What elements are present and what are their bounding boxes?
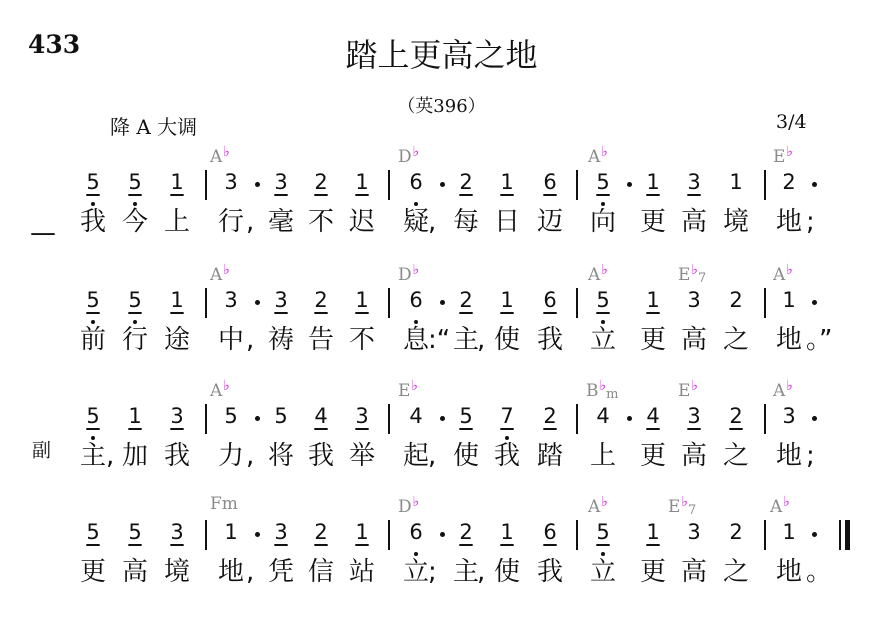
lyric-char: 主	[452, 325, 479, 355]
jianpu-note: 1	[500, 170, 514, 194]
chord-symbol	[210, 378, 230, 401]
lyric-char: 地	[775, 441, 802, 471]
augmentation-dot	[440, 416, 445, 421]
bar-line	[205, 404, 207, 434]
jianpu-note: 3	[170, 520, 184, 544]
flat-accidental: ♭	[601, 494, 608, 510]
jianpu-note: 7	[495, 402, 519, 430]
lyric-char: 上	[589, 441, 616, 471]
chord-root: A	[210, 265, 223, 285]
lyric-char: 途	[163, 325, 190, 355]
lyric-punctuation: ,	[477, 557, 486, 587]
lyric-char: 使	[493, 325, 520, 355]
lyric-char: 使	[452, 441, 479, 471]
lyric-char: 主	[79, 441, 106, 471]
lyric-char: 上	[163, 207, 190, 237]
jianpu-note: 1	[170, 288, 184, 312]
bar-line	[764, 288, 766, 318]
jianpu-note: 5	[123, 286, 147, 314]
jianpu-note: 5	[459, 404, 473, 428]
lyric-char: 高	[680, 207, 707, 237]
lyric-char: 境	[722, 207, 749, 237]
augmentation-dot	[812, 532, 817, 537]
lyric-char: 凭	[267, 557, 294, 587]
bar-line	[576, 170, 578, 200]
lyric-char: 我	[79, 207, 106, 237]
lyric-char: 息	[402, 325, 429, 355]
music-system-1	[0, 144, 883, 260]
bar-line	[764, 170, 766, 200]
lyric-char: 地	[775, 207, 802, 237]
chord-root: A	[770, 497, 783, 517]
chord-root: A	[588, 265, 601, 285]
lyric-char: 我	[536, 557, 563, 587]
lyric-punctuation: ,	[246, 207, 255, 237]
chord-symbol	[773, 378, 793, 401]
jianpu-note: 2	[314, 520, 328, 544]
lyric-char: 每	[452, 207, 479, 237]
jianpu-note: 3	[687, 404, 701, 428]
lyric-char: 疑	[402, 207, 429, 237]
jianpu-note: 3	[687, 170, 701, 194]
augmentation-dot	[440, 532, 445, 537]
jianpu-note: 5	[591, 286, 615, 314]
lyric-char: 高	[121, 557, 148, 587]
lyric-punctuation: ,	[246, 325, 255, 355]
lyric-punctuation: ;	[806, 441, 815, 471]
chord-extension: m	[606, 387, 619, 402]
chord-root: E	[678, 381, 691, 401]
jianpu-note: 1	[170, 170, 184, 194]
augmentation-dot	[627, 182, 632, 187]
jianpu-note: 6	[404, 286, 428, 314]
lyric-char: 起	[402, 441, 429, 471]
jianpu-note: 1	[128, 404, 142, 428]
lyric-char: 使	[493, 557, 520, 587]
lyric-punctuation: ,	[477, 325, 486, 355]
jianpu-note: 5	[86, 520, 100, 544]
augmentation-dot	[255, 182, 260, 187]
jianpu-note: 2	[729, 288, 743, 312]
augmentation-dot	[255, 532, 260, 537]
lyric-char: 地	[217, 557, 244, 587]
lyric-char: 信	[307, 557, 334, 587]
jianpu-note: 3	[224, 170, 238, 194]
lyric-char: 不	[348, 325, 375, 355]
chord-extension: 7	[688, 503, 697, 518]
time-signature: 3/4	[776, 111, 807, 133]
jianpu-note: 3	[170, 404, 184, 428]
augmentation-dot	[255, 300, 260, 305]
lyric-char: 更	[639, 325, 666, 355]
chord-root: A	[588, 497, 601, 517]
bar-line	[764, 520, 766, 550]
augmentation-dot	[440, 182, 445, 187]
flat-accidental: ♭	[691, 262, 699, 278]
chord-symbol	[588, 494, 608, 517]
chord-symbol	[678, 378, 698, 401]
augmentation-dot	[812, 182, 817, 187]
jianpu-note: 3	[687, 520, 701, 544]
jianpu-note: 2	[459, 520, 473, 544]
jianpu-note: 5	[274, 404, 288, 428]
chord-symbol	[678, 262, 706, 286]
jianpu-note: 1	[500, 520, 514, 544]
lyric-char: 迟	[348, 207, 375, 237]
augmentation-dot	[255, 416, 260, 421]
jianpu-note: 4	[596, 404, 610, 428]
lyric-punctuation: ,	[106, 441, 115, 471]
augmentation-dot	[627, 416, 632, 421]
bar-line	[388, 288, 390, 318]
chord-symbol	[398, 262, 419, 285]
flat-accidental: ♭	[223, 262, 230, 278]
lyric-char: 我	[163, 441, 190, 471]
lyric-char: 告	[307, 325, 334, 355]
augmentation-dot	[440, 300, 445, 305]
bar-line	[205, 520, 207, 550]
bar-line	[764, 404, 766, 434]
jianpu-note: 1	[782, 520, 796, 544]
jianpu-note: 4	[646, 404, 660, 428]
lyric-char: 之	[722, 325, 749, 355]
bar-line	[576, 288, 578, 318]
jianpu-note: 4	[314, 404, 328, 428]
lyric-char: 之	[722, 557, 749, 587]
chord-extension: 7	[698, 271, 707, 286]
chord-root: E	[678, 265, 691, 285]
flat-accidental: ♭	[412, 144, 420, 160]
lyric-char: 祷	[267, 325, 294, 355]
flat-accidental: ♭	[223, 378, 230, 394]
bar-line	[205, 288, 207, 318]
chord-root: A	[210, 147, 223, 167]
lyric-char: 中	[217, 325, 244, 355]
lyric-punctuation: ,	[428, 207, 437, 237]
lyric-char: 境	[163, 557, 190, 587]
lyric-char: 毫	[267, 207, 294, 237]
jianpu-note: 6	[404, 168, 428, 196]
lyric-char: 行	[121, 325, 148, 355]
lyric-char: 更	[639, 207, 666, 237]
flat-accidental: ♭	[601, 144, 608, 160]
jianpu-note: 1	[355, 288, 369, 312]
jianpu-note: 3	[274, 288, 288, 312]
lyric-char: 加	[121, 441, 148, 471]
lyric-char: 迈	[536, 207, 563, 237]
jianpu-note: 6	[543, 288, 557, 312]
lyric-char: 力	[217, 441, 244, 471]
chord-symbol	[773, 144, 793, 167]
final-bar-thin-line	[839, 520, 841, 550]
jianpu-note: 1	[646, 288, 660, 312]
final-bar-line	[845, 520, 850, 550]
lyric-char: 我	[536, 325, 563, 355]
lyric-char: 更	[639, 557, 666, 587]
jianpu-note: 3	[274, 520, 288, 544]
lyric-char: 高	[680, 441, 707, 471]
jianpu-note: 5	[123, 168, 147, 196]
jianpu-note: 5	[81, 168, 105, 196]
lyric-char: 将	[267, 441, 294, 471]
chord-root: A	[588, 147, 601, 167]
flat-accidental: ♭	[223, 144, 230, 160]
jianpu-note: 6	[543, 170, 557, 194]
jianpu-note: 6	[543, 520, 557, 544]
jianpu-note: 5	[81, 286, 105, 314]
chord-root: E	[398, 381, 411, 401]
lyric-char: 站	[348, 557, 375, 587]
flat-accidental: ♭	[411, 378, 419, 394]
jianpu-note: 5	[81, 402, 105, 430]
flat-accidental: ♭	[599, 378, 607, 394]
bar-line	[205, 170, 207, 200]
lyric-punctuation: ,	[246, 557, 255, 587]
lead-dash: —	[30, 218, 56, 248]
jianpu-note: 1	[224, 520, 238, 544]
chord-symbol	[398, 494, 419, 517]
lyric-char: 前	[79, 325, 106, 355]
jianpu-note: 2	[459, 170, 473, 194]
jianpu-note: 2	[314, 288, 328, 312]
jianpu-note: 3	[687, 288, 701, 312]
lyric-char: 日	[493, 207, 520, 237]
jianpu-note: 2	[543, 404, 557, 428]
music-system-2	[0, 262, 883, 378]
jianpu-note: 5	[128, 520, 142, 544]
bar-line	[388, 170, 390, 200]
lyric-punctuation: ,	[428, 441, 437, 471]
jianpu-note: 5	[224, 404, 238, 428]
lyric-punctuation: 。”	[806, 325, 833, 355]
bar-line	[576, 404, 578, 434]
jianpu-note: 6	[404, 518, 428, 546]
hymn-number: 433	[28, 30, 81, 59]
flat-accidental: ♭	[412, 262, 420, 278]
augmentation-dot	[812, 300, 817, 305]
chord-root: A	[773, 381, 786, 401]
lyric-char: 向	[589, 207, 616, 237]
flat-accidental: ♭	[412, 494, 420, 510]
lyric-char: 之	[722, 441, 749, 471]
lyric-char: 不	[307, 207, 334, 237]
chord-symbol	[210, 144, 230, 167]
chord-symbol	[586, 378, 618, 402]
chord-root: B	[586, 381, 599, 401]
flat-accidental: ♭	[681, 494, 689, 510]
lyric-char: 今	[121, 207, 148, 237]
lyric-punctuation: ;	[806, 207, 815, 237]
jianpu-note: 4	[409, 404, 423, 428]
chord-root: A	[210, 381, 223, 401]
jianpu-note: 1	[782, 288, 796, 312]
lyric-char: 行	[217, 207, 244, 237]
bar-line	[388, 404, 390, 434]
flat-accidental: ♭	[783, 494, 790, 510]
music-system-3	[0, 378, 883, 494]
lyric-char: 举	[348, 441, 375, 471]
hymn-subtitle: （英396）	[397, 96, 486, 117]
flat-accidental: ♭	[786, 378, 793, 394]
lyric-char: 我	[307, 441, 334, 471]
jianpu-note: 1	[646, 170, 660, 194]
jianpu-note: 1	[729, 170, 743, 194]
hymn-title: 踏上更高之地	[345, 36, 538, 74]
chord-symbol	[668, 494, 696, 518]
lyric-char: 踏	[536, 441, 563, 471]
chord-symbol	[210, 494, 238, 514]
augmentation-dot	[812, 416, 817, 421]
chord-root: D	[398, 147, 412, 167]
jianpu-note: 1	[646, 520, 660, 544]
chord-symbol	[398, 144, 419, 167]
jianpu-note: 5	[591, 168, 615, 196]
lyric-punctuation: 。	[806, 557, 833, 587]
music-system-4	[0, 494, 883, 610]
lyric-char: 高	[680, 557, 707, 587]
lyric-char: 地	[775, 557, 802, 587]
lyric-char: 地	[775, 325, 802, 355]
bar-line	[388, 520, 390, 550]
lyric-char: 立	[589, 325, 616, 355]
chord-root: D	[398, 497, 412, 517]
lyric-char: 更	[639, 441, 666, 471]
lyric-char: 更	[79, 557, 106, 587]
lyric-punctuation: ;	[428, 557, 437, 587]
chord-root: D	[398, 265, 412, 285]
flat-accidental: ♭	[786, 262, 793, 278]
jianpu-note: 1	[355, 520, 369, 544]
chord-symbol	[588, 262, 608, 285]
jianpu-note: 2	[459, 288, 473, 312]
lyric-punctuation: ,	[246, 441, 255, 471]
chord-symbol	[773, 262, 793, 285]
refrain-text: 副	[29, 440, 51, 461]
chord-symbol	[588, 144, 608, 167]
chord-symbol	[770, 494, 790, 517]
jianpu-note: 3	[274, 170, 288, 194]
jianpu-note: 2	[782, 170, 796, 194]
flat-accidental: ♭	[691, 378, 699, 394]
lyric-char: 高	[680, 325, 707, 355]
jianpu-note: 2	[729, 404, 743, 428]
chord-root: Fm	[210, 494, 238, 514]
lyric-char: 立	[402, 557, 429, 587]
chord-root: E	[773, 147, 786, 167]
lyric-char: 我	[493, 441, 520, 471]
lyric-char: 主	[452, 557, 479, 587]
key-signature: 降 A 大调	[110, 115, 198, 139]
lyric-char: 立	[589, 557, 616, 587]
jianpu-note: 3	[782, 404, 796, 428]
jianpu-note: 5	[591, 518, 615, 546]
jianpu-note: 2	[314, 170, 328, 194]
flat-accidental: ♭	[601, 262, 608, 278]
jianpu-note: 2	[729, 520, 743, 544]
lyric-punctuation: :“	[428, 325, 451, 355]
jianpu-note: 3	[224, 288, 238, 312]
chord-root: A	[773, 265, 786, 285]
flat-accidental: ♭	[786, 144, 794, 160]
jianpu-note: 1	[500, 288, 514, 312]
bar-line	[576, 520, 578, 550]
chord-symbol	[398, 378, 418, 401]
jianpu-note: 3	[355, 404, 369, 428]
chord-root: E	[668, 497, 681, 517]
jianpu-note: 1	[355, 170, 369, 194]
chord-symbol	[210, 262, 230, 285]
